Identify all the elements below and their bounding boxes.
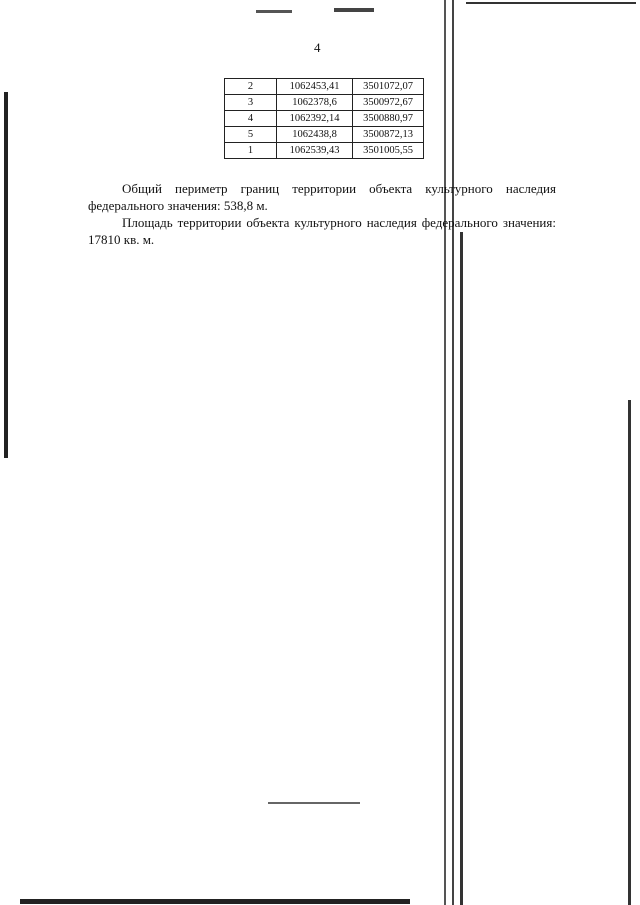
perimeter-text: Общий периметр границ территории объекта культурного наследия федерального значения: 538,8 м. [88,181,556,213]
x-coordinate-cell: 1062453,41 [277,79,353,95]
point-number-cell: 4 [225,111,277,127]
scan-top-smudge-1 [256,10,292,13]
point-number-cell: 5 [225,127,277,143]
coordinates-table-body [225,79,424,159]
scan-right-line-3 [460,232,463,905]
x-coordinate-cell: 1062378,6 [277,95,353,111]
y-coordinate-cell: 3501005,55 [353,143,424,159]
scan-top-smudge-2 [334,8,374,12]
x-coordinate-cell: 1062438,8 [277,127,353,143]
table-row [225,127,424,143]
point-number-cell: 1 [225,143,277,159]
scan-top-right-line [466,2,636,4]
x-coordinate-cell: 1062392,14 [277,111,353,127]
coordinates-table [224,78,424,159]
scan-right-edge [628,400,631,905]
point-number-cell: 2 [225,79,277,95]
x-coordinate-cell: 1062539,43 [277,143,353,159]
scan-left-bar [4,92,8,458]
scan-right-line-2 [452,0,454,905]
table-row [225,143,424,159]
page-number: 4 [314,40,321,55]
y-coordinate-cell: 3500880,97 [353,111,424,127]
table-row [225,111,424,127]
y-coordinate-cell: 3501072,07 [353,79,424,95]
scan-bottom-smudge [268,802,360,804]
area-text: Площадь территории объекта культурного наследия федерального значения: 17810 кв. м. [88,215,556,247]
perimeter-paragraph [88,180,556,214]
y-coordinate-cell: 3500972,67 [353,95,424,111]
scan-bottom-bar [20,899,410,904]
scan-right-line-1 [444,0,446,905]
area-paragraph [88,214,556,248]
y-coordinate-cell: 3500872,13 [353,127,424,143]
table-row [225,95,424,111]
point-number-cell: 3 [225,95,277,111]
table-row [225,79,424,95]
